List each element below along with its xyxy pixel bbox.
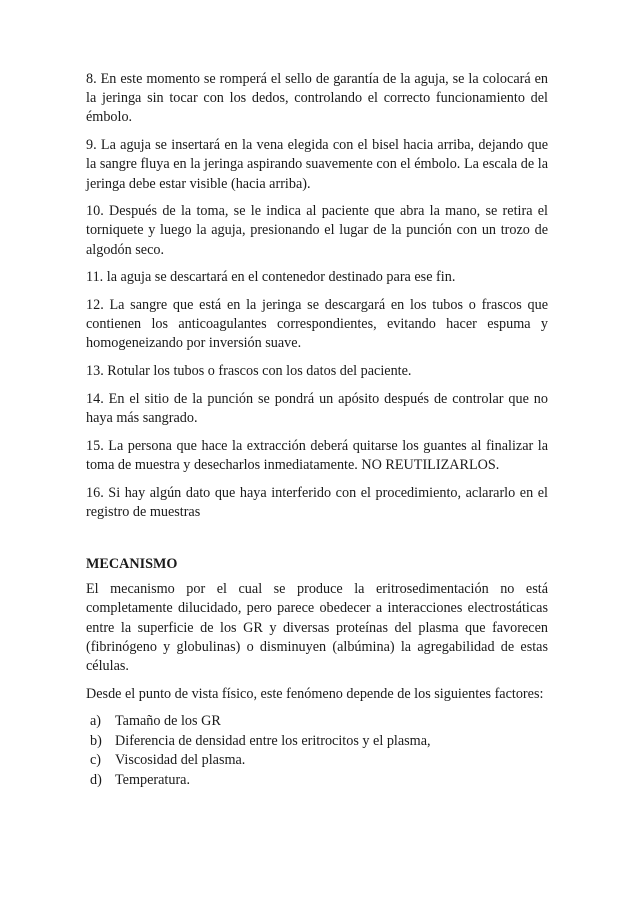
- list-marker: a): [90, 713, 102, 730]
- step-15: 15. La persona que hace la extracción deberá quitarse los guantes al finalizar la toma de muestra y desecharlos inmediatamente. NO REUTILIZARLOS.: [86, 437, 548, 473]
- step-14: 14. En el sitio de la punción se pondrá un apósito después de controlar que no haya más sangrado.: [86, 390, 548, 427]
- mechanism-paragraph-1: El mecanismo por el cual se produce la eritrosedimentación no está completamente dilucidado, pero parece obedecer a interacciones electrostáticas entre la superficie de los GR y diversas proteínas del plasma que favorecen (fibrinógeno y globulinas) o disminuyen (albúmina) la agregabilidad de estas células.: [86, 581, 548, 675]
- list-item: [86, 732, 548, 752]
- step-9: 9. La aguja se insertará en la vena elegida con el bisel hacia arriba, dejando que la sangre fluya en la jeringa aspirando suavemente con el émbolo. La escala de la jeringa debe estar visible (hacia arriba).: [86, 137, 548, 192]
- step-8: 8. En este momento se romperá el sello de garantía de la aguja, se la colocará en la jeringa sin tocar con los dedos, controlando el correcto funcionamiento del émbolo.: [86, 71, 548, 126]
- factors-list: [86, 712, 548, 790]
- list-marker: c): [90, 752, 102, 769]
- list-item-text: Tamaño de los GR: [115, 713, 221, 730]
- mechanism-paragraph-2: Desde el punto de vista físico, este fenómeno depende de los siguientes factores:: [86, 685, 544, 702]
- section-heading-mecanismo: MECANISMO: [86, 556, 178, 573]
- list-item-text: Diferencia de densidad entre los eritrocitos y el plasma,: [115, 732, 431, 749]
- list-item: [86, 771, 548, 791]
- list-marker: b): [90, 732, 102, 749]
- list-marker: d): [90, 771, 102, 788]
- list-item: [86, 712, 548, 732]
- step-11: 11. la aguja se descartará en el contenedor destinado para ese fin.: [86, 269, 456, 286]
- step-16: 16. Si hay algún dato que haya interferido con el procedimiento, aclararlo en el registro de muestras: [86, 484, 548, 520]
- document-page: [86, 70, 548, 790]
- step-12: 12. La sangre que está en la jeringa se descargará en los tubos o frascos que contienen los anticoagulantes correspondientes, evitando hacer espuma y homogeneizando por inversión suave.: [86, 297, 548, 352]
- list-item-text: Temperatura.: [115, 771, 191, 788]
- list-item-text: Viscosidad del plasma.: [115, 752, 246, 769]
- step-10: 10. Después de la toma, se le indica al paciente que abra la mano, se retira el torniquete y luego la aguja, presionando el lugar de la punción con un trozo de algodón seco.: [86, 203, 548, 258]
- list-item: [86, 751, 548, 771]
- step-13: 13. Rotular los tubos o frascos con los datos del paciente.: [86, 363, 412, 380]
